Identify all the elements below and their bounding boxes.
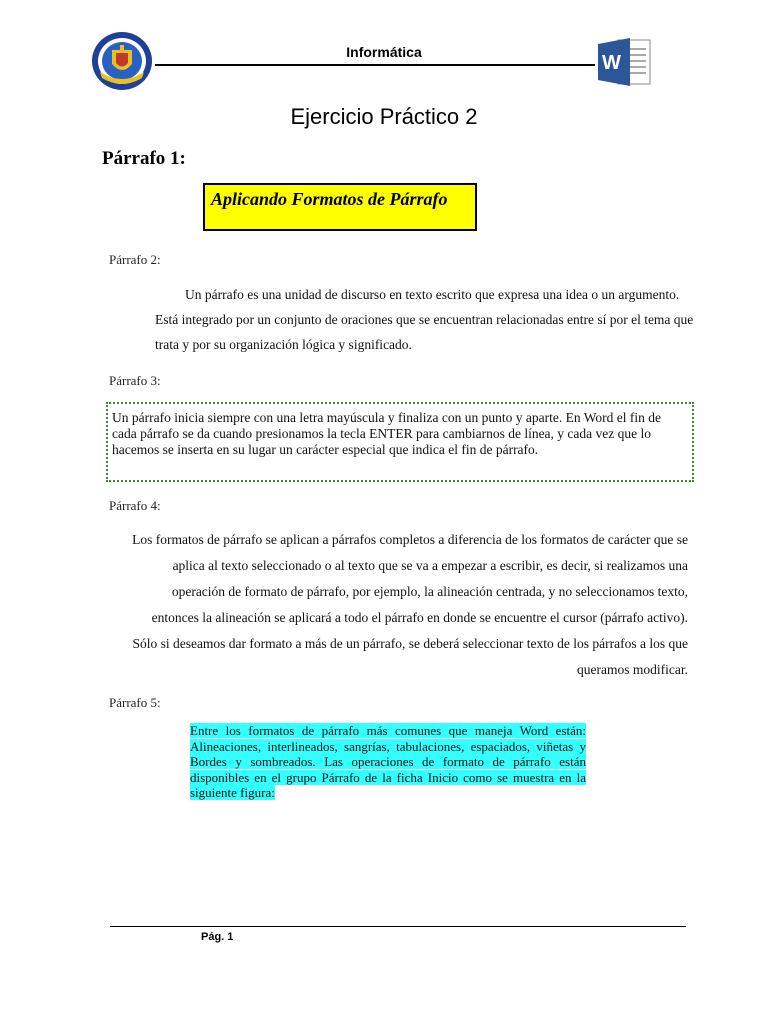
university-seal-icon — [90, 30, 154, 92]
paragraph2-content: Un párrafo es una unidad de discurso en texto escrito que expresa una idea o un argumento. Está integrado por un conjunto de oraciones que se encuentran relacionadas entre sí por el tema que trata y por su organización lógica y significado. — [155, 287, 694, 352]
page-number: Pág. 1 — [201, 931, 234, 943]
header-rule — [155, 64, 595, 66]
paragraph4-text: Los formatos de párrafo se aplican a párrafos completos a diferencia de los formatos de carácter que se aplica al texto seleccionado o al texto que se va a empezar a escribir, es decir, si realizamos una operación de formato de párrafo, por ejemplo, la alineación centrada, y no seleccionamos texto, entonces la alineación se aplicará a todo el párrafo en donde se encuentre el cursor (párrafo activo). Sólo si deseamos dar formato a más de un párrafo, se deberá seleccionar texto de los párrafos a los que queramos modificar. — [132, 532, 688, 677]
paragraph2-text — [155, 282, 695, 357]
paragraph5-box — [190, 723, 586, 801]
paragraph2-label: Párrafo 2: — [109, 252, 161, 267]
paragraph1-heading: Párrafo 1: — [102, 148, 186, 169]
document-title: Ejercicio Práctico 2 — [290, 104, 478, 129]
paragraph1-box: Aplicando Formatos de Párrafo — [203, 183, 477, 231]
header-title: Informática — [346, 44, 422, 60]
paragraph5-label: Párrafo 5: — [109, 695, 161, 710]
word-icon — [596, 36, 656, 88]
paragraph3-label: Párrafo 3: — [109, 373, 161, 388]
paragraph4-label: Párrafo 4: — [109, 498, 161, 513]
footer-rule — [110, 926, 686, 927]
paragraph3-box: Un párrafo inicia siempre con una letra mayúscula y finaliza con un punto y aparte. En Word el fin de cada párrafo se da cuando presionamos la tecla ENTER para cambiarnos de línea, y cada vez que lo hacemos se inserta en su lugar un carácter especial que indica el fin de párrafo. — [106, 402, 694, 482]
svg-text:W: W — [602, 52, 621, 74]
paragraph5-text: Entre los formatos de párrafo más comunes que maneja Word están: Alineaciones, interlineados, sangrías, tabulaciones, espaciados, viñetas y Bordes y sombreados. Las operaciones de formato de párrafo están disponibles en el grupo Párrafo de la ficha Inicio como se muestra en la siguiente figura: — [190, 723, 586, 800]
